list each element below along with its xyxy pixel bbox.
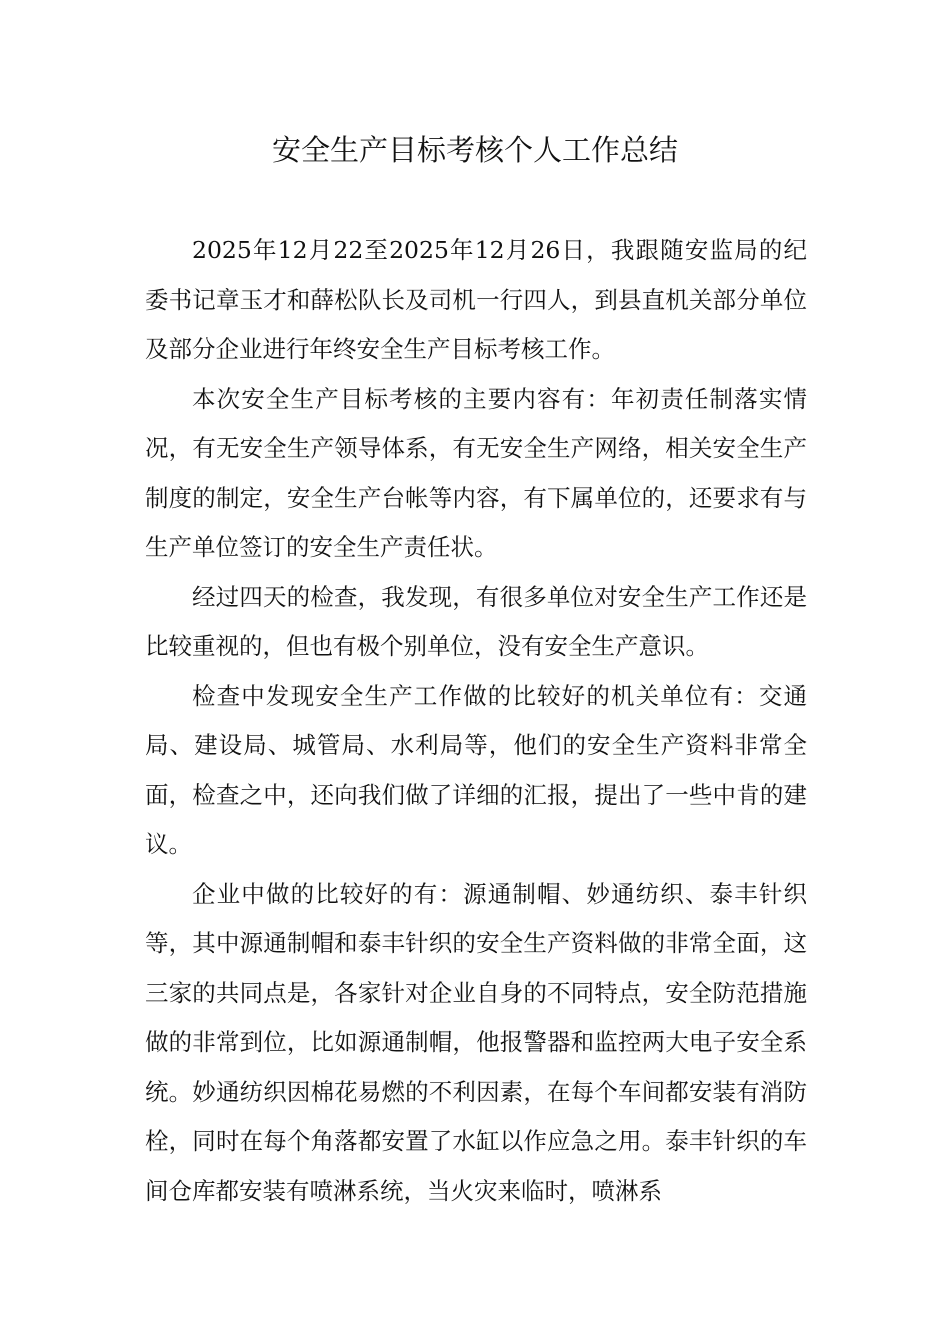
document-body bbox=[145, 226, 807, 1216]
paragraph-2: 本次安全生产目标考核的主要内容有：年初责任制落实情况，有无安全生产领导体系，有无安全生产网络，相关安全生产制度的制定，安全生产台帐等内容，有下属单位的，还要求有与生产单位签订的安全生产责任状。 bbox=[145, 384, 807, 561]
paragraph-3: 经过四天的检查，我发现，有很多单位对安全生产工作还是比较重视的，但也有极个别单位，没有安全生产意识。 bbox=[145, 582, 807, 660]
paragraph-5: 企业中做的比较好的有：源通制帽、妙通纺织、泰丰针织等，其中源通制帽和泰丰针织的安全生产资料做的非常全面，这三家的共同点是，各家针对企业自身的不同特点，安全防范措施做的非常到位，比如源通制帽，他报警器和监控两大电子安全系统。妙通纺织因棉花易燃的不利因素，在每个车间都安装有消防栓，同时在每个角落都安置了水缸以作应急之用。泰丰针织的车间仓库都安装有喷淋系统，当火灾来临时，喷淋系 bbox=[145, 879, 807, 1205]
document-title: 安全生产目标考核个人工作总结 bbox=[271, 133, 678, 167]
paragraph-1: 2025年12月22至2025年12月26日，我跟随安监局的纪委书记章玉才和薛松队长及司机一行四人，到县直机关部分单位及部分企业进行年终安全生产目标考核工作。 bbox=[145, 236, 807, 363]
paragraph-4: 检查中发现安全生产工作做的比较好的机关单位有：交通局、建设局、城管局、水利局等，他们的安全生产资料非常全面，检查之中，还向我们做了详细的汇报，提出了一些中肯的建议。 bbox=[145, 681, 807, 858]
